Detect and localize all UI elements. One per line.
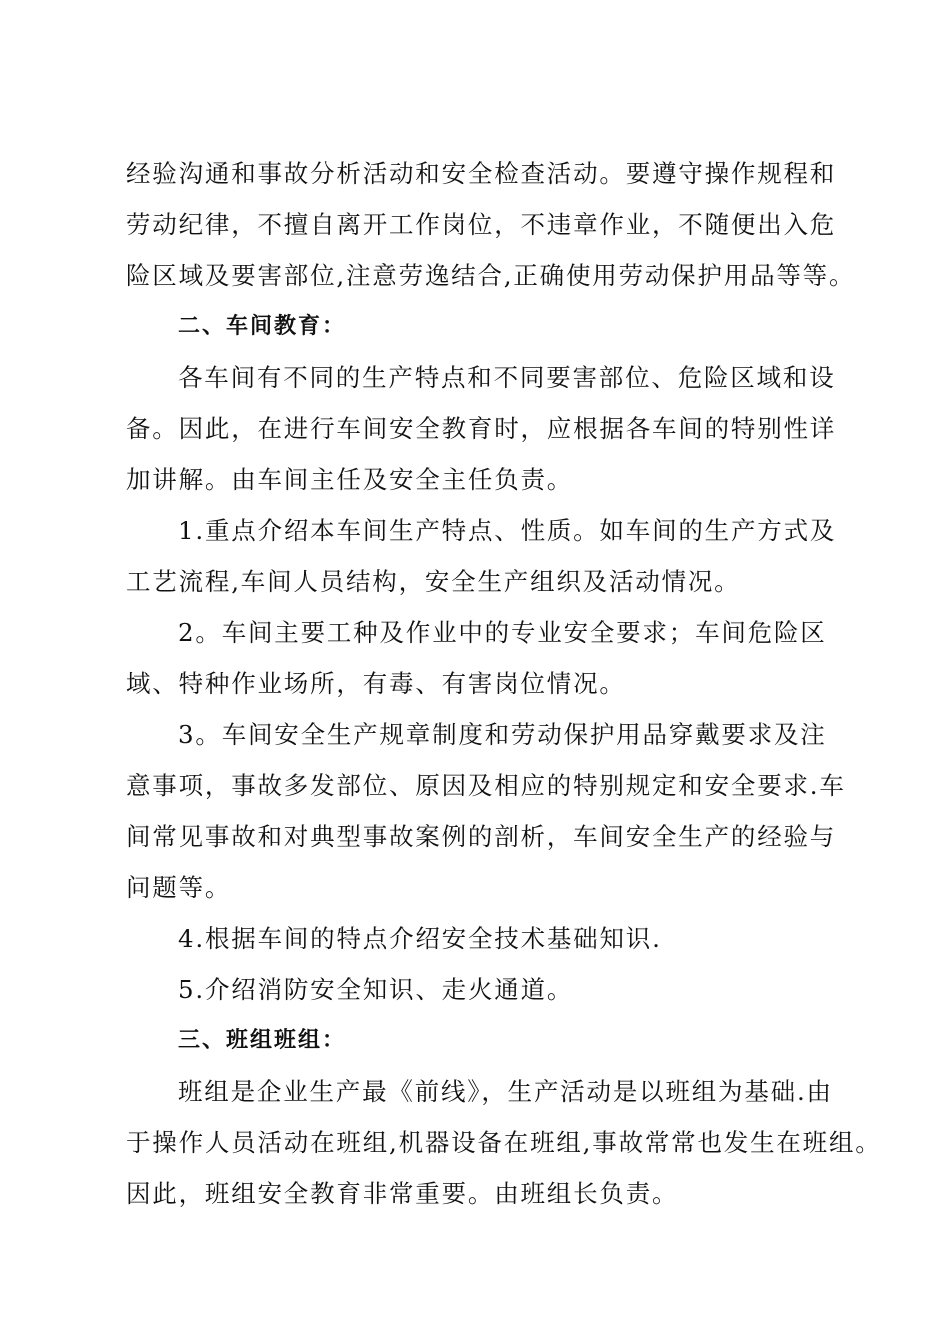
text-line: 5.介绍消防安全知识、走火通道。 — [178, 975, 574, 1004]
text-line: 于操作人员活动在班组,机器设备在班组,事故常常也发生在班组。 — [126, 1128, 882, 1157]
list-item-5 — [126, 964, 846, 1015]
text-line: 间常见事故和对典型事故案例的剖析，车间安全生产的经验与 — [126, 822, 837, 851]
text-line: 工艺流程,车间人员结构，安全生产组织及活动情况。 — [126, 567, 741, 596]
text-line: 意事项，事故多发部位、原因及相应的特别规定和安全要求.车 — [126, 771, 846, 800]
text-line: 2。车间主要工种及作业中的专业安全要求；车间危险区 — [178, 618, 827, 647]
paragraph-team-intro — [126, 1066, 882, 1219]
section-heading-workshop — [126, 301, 846, 352]
text-line: 加讲解。由车间主任及安全主任负责。 — [126, 465, 574, 494]
text-line: 备。因此，在进行车间安全教育时，应根据各车间的特别性详 — [126, 414, 837, 443]
paragraph-workshop-intro — [126, 352, 846, 505]
text-line: 4.根据车间的特点介绍安全技术基础知识. — [178, 924, 662, 953]
heading-text: 二、车间教育： — [178, 314, 347, 339]
list-item-1 — [126, 505, 846, 607]
text-line: 各车间有不同的生产特点和不同要害部位、危险区域和设 — [178, 363, 836, 392]
heading-text: 三、班组班组： — [178, 1028, 347, 1053]
list-item-4 — [126, 913, 846, 964]
text-line: 问题等。 — [126, 873, 232, 902]
text-line: 1.重点介绍本车间生产特点、性质。如车间的生产方式及 — [178, 516, 837, 545]
text-line: 因此，班组安全教育非常重要。由班组长负责。 — [126, 1179, 679, 1208]
text-line: 劳动纪律，不擅自离开工作岗位，不违章作业，不随便出入危 — [126, 210, 837, 239]
document-body — [126, 148, 882, 1219]
text-line: 3。车间安全生产规章制度和劳动保护用品穿戴要求及注 — [178, 720, 827, 749]
text-line: 班组是企业生产最《前线》，生产活动是以班组为基础.由 — [178, 1077, 833, 1106]
list-item-3 — [126, 709, 846, 913]
paragraph-continuation — [126, 148, 856, 301]
text-line: 险区域及要害部位,注意劳逸结合,正确使用劳动保护用品等等。 — [126, 261, 856, 290]
list-item-2 — [126, 607, 846, 709]
section-heading-team — [126, 1015, 846, 1066]
text-line: 域、特种作业场所，有毒、有害岗位情况。 — [126, 669, 626, 698]
text-line: 经验沟通和事故分析活动和安全检查活动。要遵守操作规程和 — [126, 159, 837, 188]
